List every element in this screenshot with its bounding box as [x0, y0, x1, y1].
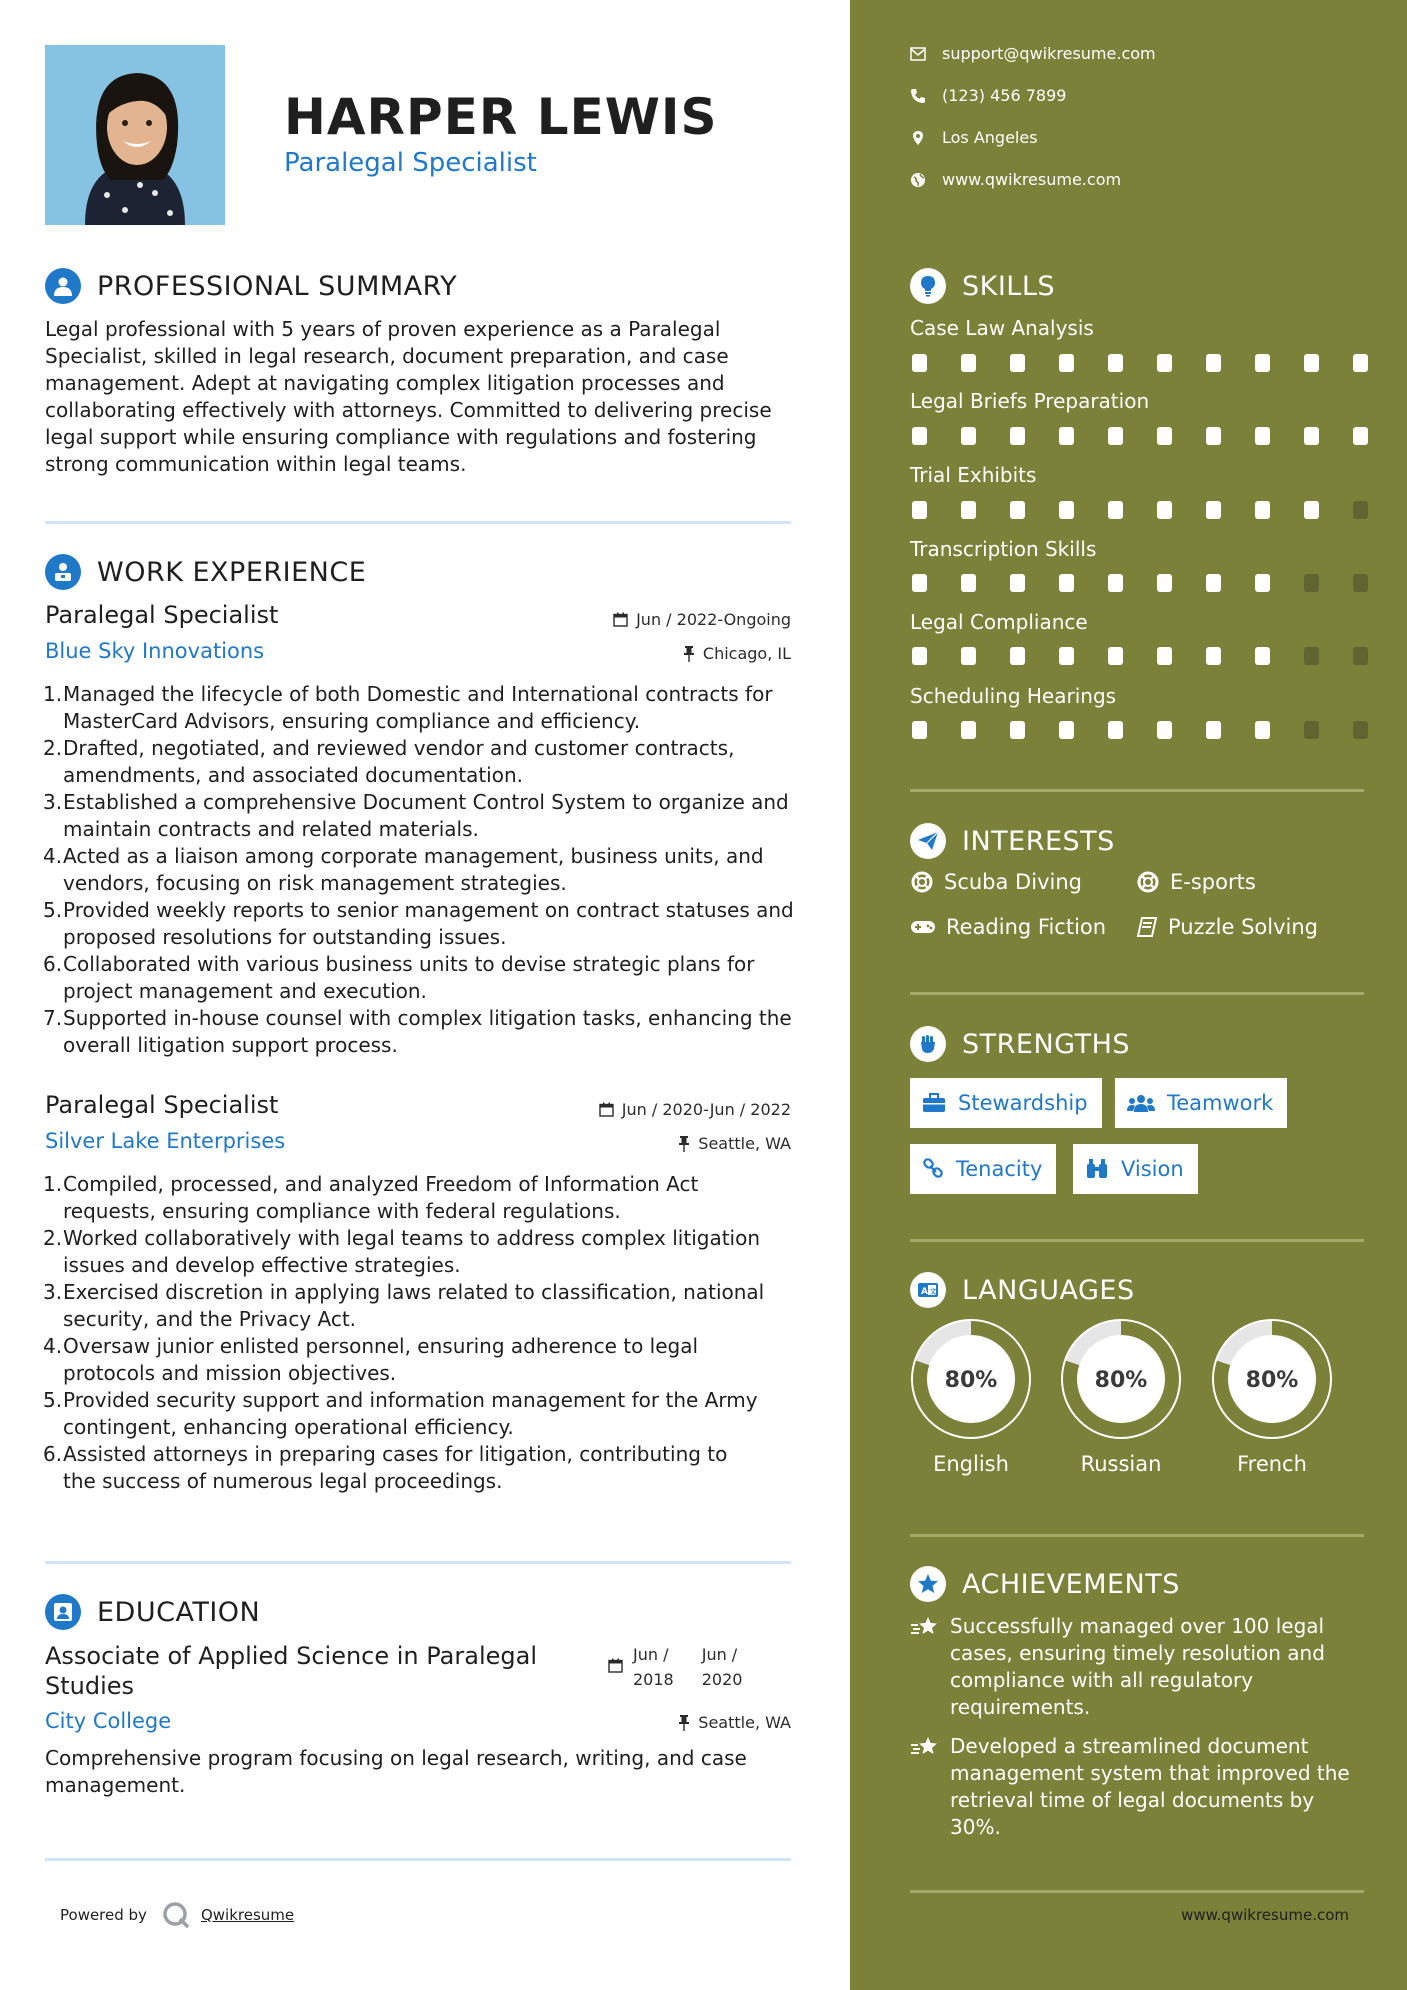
skill-dot-filled: [961, 647, 976, 665]
language-name: Russian: [1080, 1452, 1162, 1476]
calendar-icon: [613, 612, 628, 627]
education-description: Comprehensive program focusing on legal research, writing, and case management.: [45, 1746, 747, 1797]
language-percent: 80%: [944, 1368, 998, 1393]
skills-heading: [910, 268, 1055, 304]
language-name: English: [933, 1452, 1009, 1476]
link-icon: [922, 1158, 944, 1180]
language-progress-ring: [1060, 1318, 1182, 1440]
degree-title: Associate of Applied Science in Paralegal Studies: [45, 1642, 537, 1700]
summary-text: Legal professional with 5 years of proven experience as a Paralegal Specialist, skilled in legal research, document preparation, and case management. Adept at navigating complex litigation processes and collaborating effectively with attorneys. Committed to delivering precise legal support while ensuring compliance with regulations and fostering strong communication within legal teams.: [45, 317, 772, 476]
achievements-title: ACHIEVEMENTS: [962, 1568, 1180, 1600]
job-date: [599, 1100, 791, 1119]
job-location: [683, 644, 791, 663]
strength-chip: [1073, 1144, 1198, 1194]
skill-dot-filled: [1206, 721, 1221, 739]
skill-dot-filled: [1353, 354, 1368, 372]
powered-by: [60, 1900, 294, 1930]
progress-ring-svg: [1211, 1318, 1333, 1440]
skill-name: Legal Compliance: [910, 610, 1088, 634]
skill-dot-filled: [1304, 354, 1319, 372]
skill-dot-filled: [1108, 647, 1123, 665]
skill-dot-filled: [1206, 354, 1221, 372]
skill-dot-filled: [1157, 501, 1172, 519]
qwikresume-logo-icon: [161, 1900, 191, 1930]
skill-dot-filled: [961, 721, 976, 739]
languages-title: LANGUAGES: [962, 1274, 1135, 1306]
contact-email[interactable]: [910, 44, 1156, 63]
shooting-star-icon: [910, 1735, 940, 1759]
education-heading: [45, 1594, 260, 1630]
divider: [910, 1890, 1364, 1893]
skill-dot-empty: [1353, 574, 1368, 592]
strength-label: Stewardship: [958, 1091, 1088, 1115]
skill-dot-filled: [1108, 574, 1123, 592]
education-start: [633, 1642, 674, 1692]
skill-dot-filled: [912, 574, 927, 592]
shooting-star-icon: [910, 1615, 940, 1639]
language-item: [1209, 1318, 1335, 1476]
candidate-name: HARPER LEWIS: [284, 88, 718, 146]
translate-icon: [910, 1272, 946, 1308]
skill-name: Case Law Analysis: [910, 316, 1094, 340]
list-item: 3. Exercised discretion in applying laws related to classification, national security, and the Privacy Act.: [43, 1280, 765, 1331]
summary-title: PROFESSIONAL SUMMARY: [97, 270, 458, 302]
achievement-item: [910, 1613, 1360, 1721]
achievement-text: Developed a streamlined document management system that improved the retrieval time of legal documents by 30%.: [950, 1734, 1350, 1839]
job-responsibilities: [45, 681, 795, 1059]
map-marker-icon: [910, 130, 926, 146]
skill-dot-empty: [1353, 721, 1368, 739]
skill-dot-empty: [1304, 574, 1319, 592]
skill-dot-filled: [1157, 721, 1172, 739]
interest-item: [910, 870, 1082, 894]
job-date-text: Jun / 2020-Jun / 2022: [621, 1100, 791, 1119]
skill-dot-filled: [1255, 647, 1270, 665]
education-date: [608, 1642, 742, 1692]
skill-dot-filled: [1157, 354, 1172, 372]
skill-dot-filled: [912, 647, 927, 665]
skill-dot-filled: [1304, 501, 1319, 519]
list-item: 4. Acted as a liaison among corporate management, business units, and vendors, focusing on risk management strategies.: [43, 844, 764, 895]
skill-name: Trial Exhibits: [910, 463, 1037, 487]
experience-title: WORK EXPERIENCE: [97, 556, 367, 588]
skill-dot-filled: [1157, 647, 1172, 665]
list-item: 1. Compiled, processed, and analyzed Freedom of Information Act requests, ensuring compliance with federal regulations.: [43, 1172, 699, 1223]
skill-dot-filled: [1010, 427, 1025, 445]
skill-name: Scheduling Hearings: [910, 684, 1117, 708]
skill-dot-filled: [1206, 574, 1221, 592]
skill-rating: [912, 501, 1364, 519]
job-location: [678, 1134, 791, 1153]
school-name: City College: [45, 1709, 172, 1733]
paper-plane-icon: [910, 823, 946, 859]
education-title: EDUCATION: [97, 1596, 261, 1628]
skill-dot-filled: [1206, 501, 1221, 519]
job-date-text: Jun / 2022-Ongoing: [636, 610, 791, 629]
education-start-year: 2018: [633, 1670, 674, 1689]
divider: [45, 1561, 791, 1564]
education-end-year: 2020: [701, 1670, 743, 1689]
skill-dot-filled: [1059, 501, 1074, 519]
language-progress-ring: [1211, 1318, 1333, 1440]
list-item: 5. Provided security support and information management for the Army contingent, enhancing operational efficiency.: [43, 1388, 758, 1439]
interest-item: [1136, 915, 1318, 939]
svg-text:A: A: [921, 1287, 928, 1297]
skill-dot-filled: [961, 427, 976, 445]
education-start-month: Jun /: [633, 1645, 669, 1664]
strength-label: Vision: [1121, 1157, 1184, 1181]
svg-text:文: 文: [929, 1287, 937, 1296]
candidate-title: Paralegal Specialist: [284, 148, 537, 178]
list-item: 2. Worked collaboratively with legal teams to address complex litigation issues and develop effective strategies.: [43, 1226, 761, 1277]
skill-dot-filled: [1255, 574, 1270, 592]
list-item: 6. Collaborated with various business units to devise strategic plans for project management and execution.: [43, 952, 755, 1003]
skills-title: SKILLS: [962, 270, 1056, 302]
skill-dot-filled: [1108, 721, 1123, 739]
skill-dot-filled: [961, 501, 976, 519]
skill-rating: [912, 721, 1364, 739]
languages-heading: [910, 1272, 1135, 1308]
lightbulb-icon: [910, 268, 946, 304]
skill-dot-filled: [1206, 647, 1221, 665]
skill-dot-empty: [1304, 721, 1319, 739]
interest-item: [910, 915, 1106, 939]
divider: [910, 992, 1364, 995]
footer-website[interactable]: www.qwikresume.com: [1181, 1906, 1349, 1924]
list-item: 2. Drafted, negotiated, and reviewed vendor and customer contracts, amendments, and associated documentation.: [43, 736, 735, 787]
envelope-icon: [910, 47, 926, 61]
interest-item: [1136, 870, 1256, 894]
skill-dot-filled: [961, 574, 976, 592]
skill-dot-filled: [1353, 427, 1368, 445]
contact-phone[interactable]: [910, 86, 1066, 105]
skill-dot-filled: [1059, 647, 1074, 665]
skill-dot-filled: [1108, 354, 1123, 372]
skill-dot-filled: [1010, 354, 1025, 372]
divider: [910, 1534, 1364, 1537]
skill-dot-filled: [1255, 721, 1270, 739]
skill-dot-filled: [1108, 501, 1123, 519]
interest-label: E-sports: [1170, 870, 1256, 894]
job-company: Silver Lake Enterprises: [45, 1129, 286, 1153]
skill-dot-filled: [1059, 574, 1074, 592]
graduate-icon: [45, 1594, 81, 1630]
calendar-icon: [599, 1102, 614, 1117]
skill-dot-filled: [1255, 427, 1270, 445]
gamepad-icon: [910, 918, 936, 936]
language-progress-ring: [910, 1318, 1032, 1440]
list-item: 7. Supported in-house counsel with complex litigation tasks, enhancing the overall litigation support process.: [43, 1006, 792, 1057]
skill-dot-filled: [1010, 574, 1025, 592]
powered-by-label: Powered by: [60, 1906, 147, 1924]
skill-dot-filled: [912, 501, 927, 519]
pin-icon: [678, 1715, 690, 1731]
strength-chip: [910, 1144, 1056, 1194]
skill-dot-filled: [1010, 647, 1025, 665]
users-icon: [1127, 1093, 1155, 1113]
skill-dot-filled: [1108, 427, 1123, 445]
language-percent: 80%: [1094, 1368, 1148, 1393]
contact-website[interactable]: [910, 170, 1121, 189]
strengths-heading: [910, 1026, 1130, 1062]
book-icon: [1136, 916, 1158, 938]
job-title: Paralegal Specialist: [45, 601, 279, 629]
list-item: 1. Managed the lifecycle of both Domestic and International contracts for MasterCard Advisors, ensuring compliance and efficiency.: [43, 682, 773, 733]
skill-rating: [912, 427, 1364, 445]
skill-dot-empty: [1353, 647, 1368, 665]
strength-label: Tenacity: [956, 1157, 1043, 1181]
language-item: [908, 1318, 1034, 1476]
skill-name: Legal Briefs Preparation: [910, 389, 1150, 413]
skill-dot-filled: [912, 354, 927, 372]
skill-rating: [912, 647, 1364, 665]
list-item: 6. Assisted attorneys in preparing cases for litigation, contributing to the success of numerous legal proceedings.: [43, 1442, 728, 1493]
life-ring-icon: [910, 870, 934, 894]
skill-dot-filled: [1059, 427, 1074, 445]
user-icon: [45, 268, 81, 304]
fist-icon: [910, 1026, 946, 1062]
skill-dot-filled: [1059, 354, 1074, 372]
interests-title: INTERESTS: [962, 825, 1115, 857]
skill-dot-filled: [1059, 721, 1074, 739]
skill-dot-filled: [912, 721, 927, 739]
skill-dot-filled: [1255, 501, 1270, 519]
divider: [45, 521, 791, 524]
contact-website-text: www.qwikresume.com: [942, 170, 1122, 189]
skill-rating: [912, 574, 1364, 592]
education-end: [702, 1642, 743, 1692]
contact-location: [910, 128, 1038, 147]
profile-photo: [45, 45, 225, 225]
star-badge-icon: [910, 1566, 946, 1602]
summary-heading: [45, 268, 457, 304]
contact-location-text: Los Angeles: [942, 128, 1038, 147]
skill-dot-filled: [961, 354, 976, 372]
language-name: French: [1237, 1452, 1307, 1476]
interest-label: Puzzle Solving: [1168, 915, 1318, 939]
skill-dot-filled: [912, 427, 927, 445]
life-ring-icon: [1136, 870, 1160, 894]
skill-dot-filled: [1157, 574, 1172, 592]
interest-label: Reading Fiction: [946, 915, 1107, 939]
language-item: [1058, 1318, 1184, 1476]
skill-dot-filled: [1255, 354, 1270, 372]
divider: [910, 789, 1364, 792]
job-title: Paralegal Specialist: [45, 1091, 279, 1119]
list-item: 4. Oversaw junior enlisted personnel, ensuring adherence to legal protocols and mission objectives.: [43, 1334, 699, 1385]
contact-email-text: support@qwikresume.com: [942, 44, 1156, 63]
achievement-item: [910, 1733, 1360, 1841]
skill-dot-filled: [1157, 427, 1172, 445]
skill-dot-filled: [1206, 427, 1221, 445]
pin-icon: [678, 1136, 690, 1152]
language-percent: 80%: [1245, 1368, 1299, 1393]
list-item: 5. Provided weekly reports to senior management on contract statuses and proposed resolutions for outstanding issues.: [43, 898, 794, 949]
binoculars-icon: [1085, 1158, 1109, 1180]
globe-icon: [910, 172, 926, 188]
brand-link[interactable]: Qwikresume: [200, 1906, 295, 1924]
education-end-month: Jun /: [701, 1645, 738, 1664]
job-location-text: Seattle, WA: [698, 1134, 791, 1153]
skill-name: Transcription Skills: [910, 537, 1097, 561]
skill-dot-filled: [1304, 427, 1319, 445]
job-location-text: Chicago, IL: [702, 644, 791, 663]
job-date: [613, 610, 791, 629]
achievements-heading: [910, 1566, 1180, 1602]
calendar-icon: [608, 1658, 623, 1673]
job-company: Blue Sky Innovations: [45, 639, 265, 663]
skill-dot-empty: [1304, 647, 1319, 665]
phone-icon: [910, 88, 926, 104]
list-item: 3. Established a comprehensive Document Control System to organize and maintain contracts and related materials.: [43, 790, 789, 841]
job-responsibilities: [45, 1171, 765, 1495]
education-location: [678, 1713, 791, 1732]
interest-label: Scuba Diving: [944, 870, 1082, 894]
strength-chip: [910, 1078, 1102, 1128]
pin-icon: [683, 646, 695, 662]
briefcase-icon: [922, 1093, 946, 1113]
achievement-text: Successfully managed over 100 legal cases, ensuring timely resolution and compliance with all regulatory requirements.: [950, 1614, 1325, 1719]
skill-rating: [912, 354, 1364, 372]
skill-dot-filled: [1010, 721, 1025, 739]
strength-chip: [1115, 1078, 1287, 1128]
strength-label: Teamwork: [1167, 1091, 1274, 1115]
skill-dot-filled: [1010, 501, 1025, 519]
divider: [910, 1239, 1364, 1242]
skill-dot-empty: [1353, 501, 1368, 519]
progress-ring-svg: [1060, 1318, 1182, 1440]
strengths-title: STRENGTHS: [962, 1028, 1131, 1060]
education-location-text: Seattle, WA: [698, 1713, 791, 1732]
briefcase-user-icon: [45, 554, 81, 590]
contact-phone-text: (123) 456 7899: [942, 86, 1067, 105]
interests-heading: [910, 823, 1115, 859]
divider: [45, 1858, 791, 1861]
experience-heading: [45, 554, 366, 590]
progress-ring-svg: [910, 1318, 1032, 1440]
